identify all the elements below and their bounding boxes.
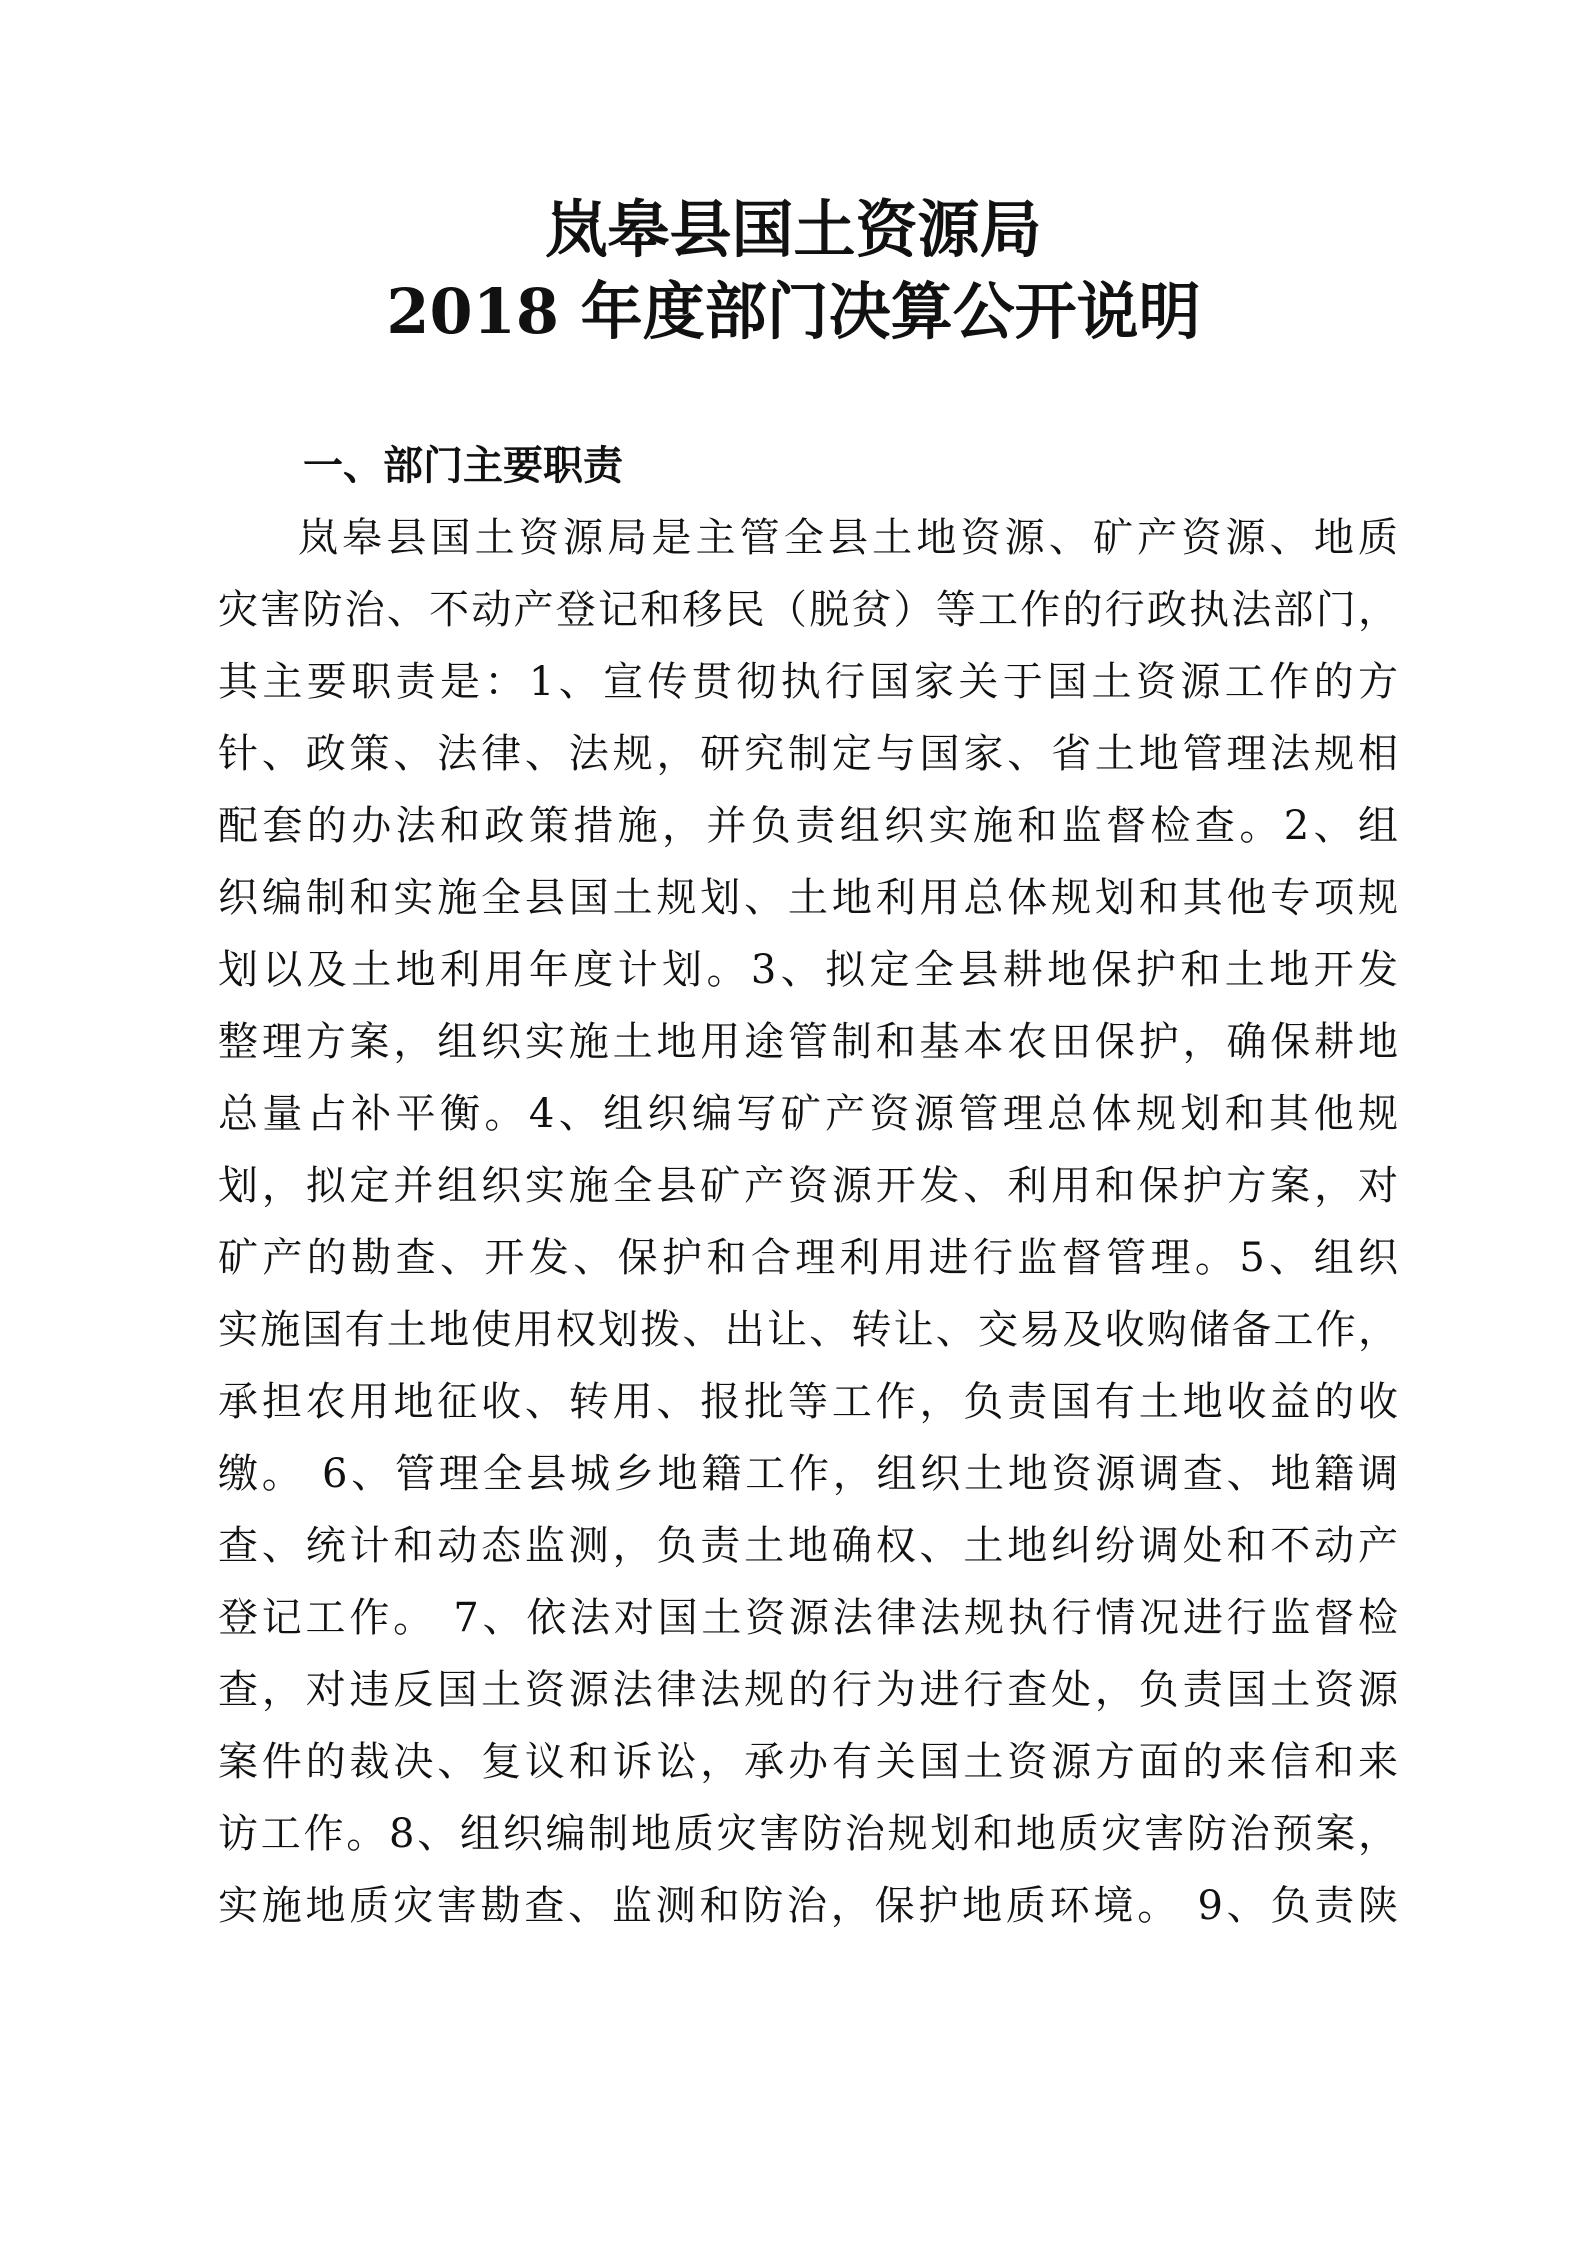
- body-line: 承担农用地征收、转用、报批等工作，负责国有土地收益的收: [218, 1379, 1398, 1425]
- body-line: 实施地质灾害勘查、监测和防治，保护地质环境。 9、负责陕: [218, 1883, 1398, 1929]
- body-line: 织编制和实施全县国土规划、土地利用总体规划和其他专项规: [218, 875, 1398, 921]
- body-line: 整理方案，组织实施土地用途管制和基本农田保护，确保耕地: [218, 1019, 1398, 1065]
- body-line: 查、统计和动态监测，负责土地确权、土地纠纷调处和不动产: [218, 1523, 1398, 1569]
- body-line: 配套的办法和政策措施，并负责组织实施和监督检查。2、组: [218, 803, 1398, 849]
- section-heading: 一、部门主要职责: [303, 443, 623, 489]
- body-line: 访工作。8、组织编制地质灾害防治规划和地质灾害防治预案，: [218, 1811, 1398, 1857]
- body-line: 其主要职责是：1、宣传贯彻执行国家关于国土资源工作的方: [218, 659, 1398, 705]
- body-line: 划，拟定并组织实施全县矿产资源开发、利用和保护方案，对: [218, 1163, 1398, 1209]
- body-line: 岚皋县国土资源局是主管全县土地资源、矿产资源、地质: [298, 515, 1398, 561]
- body-line: 实施国有土地使用权划拨、出让、转让、交易及收购储备工作，: [218, 1307, 1398, 1353]
- body-line: 案件的裁决、复议和诉讼，承办有关国土资源方面的来信和来: [218, 1739, 1398, 1785]
- body-line: 总量占补平衡。4、组织编写矿产资源管理总体规划和其他规: [218, 1091, 1398, 1137]
- document-title-line-2: 2018 年度部门决算公开说明: [386, 275, 1201, 348]
- body-line: 缴。 6、管理全县城乡地籍工作，组织土地资源调查、地籍调: [218, 1451, 1398, 1497]
- body-line: 灾害防治、不动产登记和移民（脱贫）等工作的行政执法部门，: [218, 587, 1398, 633]
- body-line: 矿产的勘查、开发、保护和合理利用进行监督管理。5、组织: [218, 1235, 1398, 1281]
- body-line: 针、政策、法律、法规，研究制定与国家、省土地管理法规相: [218, 731, 1398, 777]
- body-line: 查，对违反国土资源法律法规的行为进行查处，负责国土资源: [218, 1667, 1398, 1713]
- body-line: 划以及土地利用年度计划。3、拟定全县耕地保护和土地开发: [218, 947, 1398, 993]
- document-title-line-1: 岚皋县国土资源局: [545, 193, 1042, 266]
- body-line: 登记工作。 7、依法对国土资源法律法规执行情况进行监督检: [218, 1595, 1398, 1641]
- body-paragraph: [218, 502, 1398, 1942]
